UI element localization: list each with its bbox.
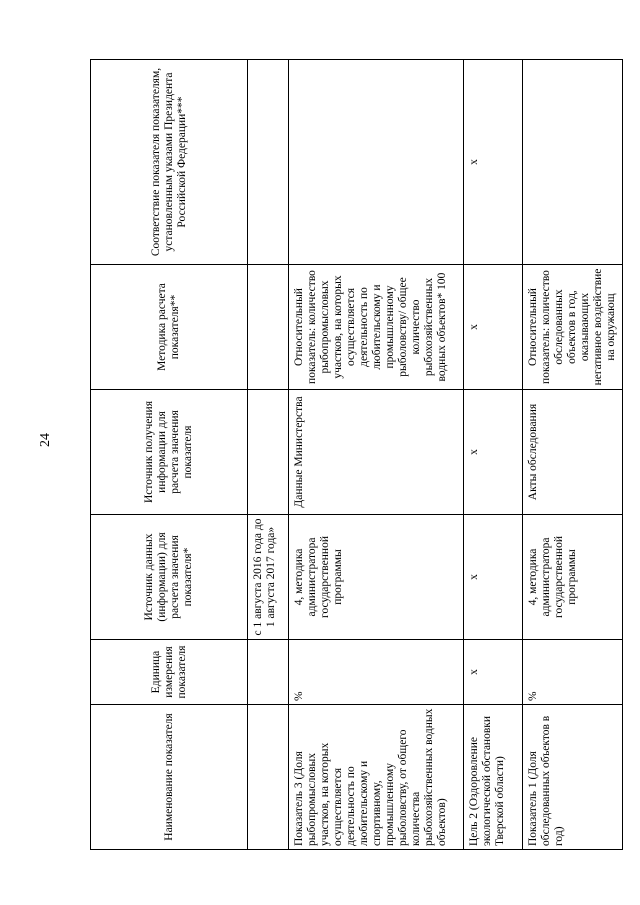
- goal-method: х: [464, 265, 523, 390]
- header-decree: Соответствие показателя показателям, установленным указами Президента Российской Федерации***: [91, 60, 248, 265]
- indicator-info-source: Данные Министерства: [289, 390, 464, 515]
- period-note: с 1 августа 2016 года до 1 августа 2017 года»: [248, 515, 289, 640]
- header-unit: Единица измерения показателя: [91, 640, 248, 705]
- header-method: Методика расчета показателя**: [91, 265, 248, 390]
- indicator-info-source: Акты обследования: [523, 390, 623, 515]
- table-row: [464, 60, 523, 850]
- table-row: [289, 60, 464, 850]
- indicator-name: Показатель 3 (Доля рыбопромысловых участков, на которых осуществляется деятельность по любительскому и спортивному, промышленному рыболовству, от общего количества рыбохозяйственных водных объектов): [289, 705, 464, 850]
- goal-data-source: х: [464, 515, 523, 640]
- indicator-data-source: 4, методика администратора государственной программы: [289, 515, 464, 640]
- table-row: [248, 60, 289, 850]
- page-number: 24: [38, 433, 53, 447]
- goal-name: Цель 2 (Оздоровление экологической обстановки Тверской области): [464, 705, 523, 850]
- indicators-table: [90, 59, 623, 850]
- indicator-method: Относительный показатель: количество рыбопромысловых участков, на которых осуществляется деятельность по любительскому и промышленному рыболовству/ общее количество рыбохозяйственных водных объектов* 100: [289, 265, 464, 390]
- indicator-decree: [289, 60, 464, 265]
- table-header-row: [91, 60, 248, 850]
- table-row: [523, 60, 623, 850]
- goal-decree: х: [464, 60, 523, 265]
- indicator-method: Относительный показатель: количество обследованных объектов в год, оказывающих негативное воздействие на окружающ: [523, 265, 623, 390]
- goal-unit: х: [464, 640, 523, 705]
- indicator-decree: [523, 60, 623, 265]
- header-data-source: Источник данных (информации) для расчета значения показателя*: [91, 515, 248, 640]
- rotated-table-container: [90, 60, 620, 850]
- header-info-source: Источник получения информации для расчета значения показателя: [91, 390, 248, 515]
- indicator-unit: %: [289, 640, 464, 705]
- goal-info-source: х: [464, 390, 523, 515]
- header-name: Наименование показателя: [91, 705, 248, 850]
- indicator-unit: %: [523, 640, 623, 705]
- indicator-data-source: 4, методика администратора государственной программы: [523, 515, 623, 640]
- indicator-name: Показатель 1 (Доля обследованных объектов в год): [523, 705, 623, 850]
